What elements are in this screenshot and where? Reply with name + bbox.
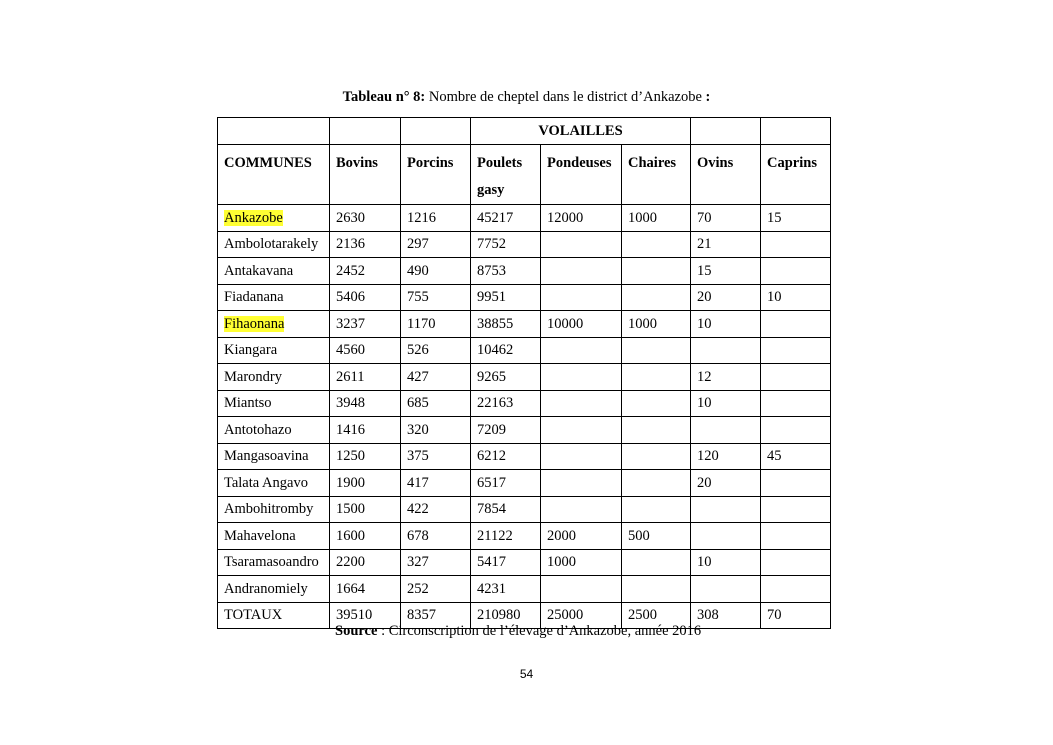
header-chaires: Chaires: [622, 145, 691, 205]
empty-header-cell: [401, 118, 471, 145]
value-cell: 2136: [330, 231, 401, 258]
value-cell: [541, 576, 622, 603]
value-cell: 10: [761, 284, 831, 311]
value-cell: 210980: [471, 602, 541, 629]
empty-header-cell: [761, 118, 831, 145]
value-cell: 21122: [471, 523, 541, 550]
commune-name: Antakavana: [224, 262, 294, 279]
value-cell: 39510: [330, 602, 401, 629]
value-cell: 10000: [541, 311, 622, 338]
value-cell: 45217: [471, 205, 541, 232]
value-cell: 15: [761, 205, 831, 232]
commune-name: Antotohazo: [224, 421, 292, 438]
value-cell: [761, 549, 831, 576]
table-row: [218, 417, 831, 444]
commune-cell: [218, 576, 330, 603]
value-cell: 2000: [541, 523, 622, 550]
commune-cell: [218, 496, 330, 523]
value-cell: 10: [691, 390, 761, 417]
table-row: [218, 549, 831, 576]
value-cell: 45: [761, 443, 831, 470]
commune-name: Ankazobe: [224, 209, 283, 226]
table-row: [218, 523, 831, 550]
value-cell: 8357: [401, 602, 471, 629]
header-bovins: Bovins: [330, 145, 401, 205]
value-cell: 1664: [330, 576, 401, 603]
value-cell: 12: [691, 364, 761, 391]
table-row: [218, 364, 831, 391]
header-pondeuses: Pondeuses: [541, 145, 622, 205]
value-cell: [761, 523, 831, 550]
value-cell: 1000: [541, 549, 622, 576]
value-cell: 417: [401, 470, 471, 497]
value-cell: 1900: [330, 470, 401, 497]
value-cell: 4560: [330, 337, 401, 364]
value-cell: 7752: [471, 231, 541, 258]
value-cell: [622, 337, 691, 364]
value-cell: [622, 364, 691, 391]
table-row: [218, 390, 831, 417]
caption-colon: :: [705, 89, 711, 105]
source-note: [335, 622, 701, 640]
value-cell: 10: [691, 549, 761, 576]
table-row: [218, 470, 831, 497]
value-cell: 7854: [471, 496, 541, 523]
commune-name: Mangasoavina: [224, 448, 309, 465]
value-cell: 685: [401, 390, 471, 417]
commune-cell: [218, 258, 330, 285]
commune-cell: [218, 417, 330, 444]
value-cell: [691, 496, 761, 523]
value-cell: 70: [691, 205, 761, 232]
value-cell: [761, 417, 831, 444]
source-label: Source: [335, 623, 378, 639]
table-row: [218, 205, 831, 232]
value-cell: 6212: [471, 443, 541, 470]
table-row: [218, 576, 831, 603]
value-cell: [761, 470, 831, 497]
value-cell: 297: [401, 231, 471, 258]
value-cell: 308: [691, 602, 761, 629]
table-row: [218, 311, 831, 338]
caption-label: Tableau n° 8:: [342, 89, 426, 105]
value-cell: 38855: [471, 311, 541, 338]
commune-cell: [218, 205, 330, 232]
commune-cell: [218, 311, 330, 338]
value-cell: [761, 364, 831, 391]
value-cell: 1216: [401, 205, 471, 232]
commune-name: Tsaramasoandro: [224, 554, 319, 571]
value-cell: 320: [401, 417, 471, 444]
table-row: [218, 337, 831, 364]
value-cell: [622, 470, 691, 497]
commune-name: Andranomiely: [224, 580, 308, 597]
commune-name: Miantso: [224, 395, 272, 412]
value-cell: 526: [401, 337, 471, 364]
value-cell: 2630: [330, 205, 401, 232]
commune-name: Ambohitromby: [224, 501, 314, 518]
value-cell: 120: [691, 443, 761, 470]
value-cell: [622, 443, 691, 470]
value-cell: [691, 576, 761, 603]
value-cell: [541, 284, 622, 311]
commune-cell: [218, 390, 330, 417]
value-cell: 9265: [471, 364, 541, 391]
value-cell: [541, 231, 622, 258]
header-communes: COMMUNES: [218, 145, 330, 205]
value-cell: 6517: [471, 470, 541, 497]
value-cell: [541, 496, 622, 523]
value-cell: [541, 258, 622, 285]
value-cell: 3948: [330, 390, 401, 417]
value-cell: 70: [761, 602, 831, 629]
value-cell: [761, 496, 831, 523]
value-cell: 3237: [330, 311, 401, 338]
value-cell: 252: [401, 576, 471, 603]
value-cell: 7209: [471, 417, 541, 444]
value-cell: [541, 364, 622, 391]
value-cell: 1500: [330, 496, 401, 523]
table-caption: [0, 88, 1053, 106]
value-cell: 678: [401, 523, 471, 550]
commune-name: Fiadanana: [224, 289, 284, 306]
volailles-group-header: VOLAILLES: [471, 118, 691, 145]
value-cell: 15: [691, 258, 761, 285]
page-number: 54: [519, 667, 534, 681]
value-cell: 2452: [330, 258, 401, 285]
value-cell: [541, 337, 622, 364]
value-cell: 9951: [471, 284, 541, 311]
value-cell: 4231: [471, 576, 541, 603]
empty-header-cell: [218, 118, 330, 145]
commune-name: Ambolotarakely: [224, 236, 319, 253]
table-row: [218, 258, 831, 285]
commune-name: Marondry: [224, 368, 282, 385]
value-cell: [622, 417, 691, 444]
value-cell: 10462: [471, 337, 541, 364]
value-cell: 500: [622, 523, 691, 550]
value-cell: [761, 390, 831, 417]
commune-cell: [218, 284, 330, 311]
value-cell: [691, 417, 761, 444]
value-cell: 327: [401, 549, 471, 576]
column-header-row: [218, 145, 831, 205]
table-row: [218, 443, 831, 470]
value-cell: 755: [401, 284, 471, 311]
value-cell: 1416: [330, 417, 401, 444]
value-cell: 1250: [330, 443, 401, 470]
commune-cell: [218, 231, 330, 258]
commune-name: Mahavelona: [224, 527, 296, 544]
commune-name: TOTAUX: [224, 607, 283, 624]
value-cell: 2500: [622, 602, 691, 629]
empty-header-cell: [691, 118, 761, 145]
value-cell: [541, 417, 622, 444]
value-cell: 5417: [471, 549, 541, 576]
value-cell: 1000: [622, 205, 691, 232]
value-cell: [761, 311, 831, 338]
table-row: [218, 284, 831, 311]
value-cell: [761, 337, 831, 364]
value-cell: [622, 390, 691, 417]
value-cell: [541, 390, 622, 417]
commune-cell: [218, 337, 330, 364]
value-cell: 1000: [622, 311, 691, 338]
commune-cell: [218, 470, 330, 497]
value-cell: [761, 231, 831, 258]
value-cell: 21: [691, 231, 761, 258]
value-cell: [541, 443, 622, 470]
value-cell: [622, 496, 691, 523]
value-cell: [622, 258, 691, 285]
value-cell: [622, 549, 691, 576]
value-cell: 8753: [471, 258, 541, 285]
value-cell: 12000: [541, 205, 622, 232]
value-cell: [691, 523, 761, 550]
source-text: : Circonscription de l’élevage d’Ankazobe, année 2016: [377, 623, 702, 639]
caption-text: Nombre de cheptel dans le district d’Ankazobe: [425, 89, 706, 105]
value-cell: 490: [401, 258, 471, 285]
commune-cell: [218, 602, 330, 629]
header-porcins: Porcins: [401, 145, 471, 205]
header-ovins: Ovins: [691, 145, 761, 205]
value-cell: [541, 470, 622, 497]
value-cell: 20: [691, 284, 761, 311]
cheptel-table: [217, 117, 831, 629]
value-cell: [761, 258, 831, 285]
commune-name: Fihaonana: [224, 315, 285, 332]
commune-cell: [218, 364, 330, 391]
group-header-row: [218, 118, 831, 145]
value-cell: 2200: [330, 549, 401, 576]
value-cell: 22163: [471, 390, 541, 417]
value-cell: [622, 284, 691, 311]
value-cell: 1170: [401, 311, 471, 338]
value-cell: 5406: [330, 284, 401, 311]
value-cell: [691, 337, 761, 364]
commune-cell: [218, 549, 330, 576]
header-caprins: Caprins: [761, 145, 831, 205]
empty-header-cell: [330, 118, 401, 145]
value-cell: [761, 576, 831, 603]
value-cell: [622, 576, 691, 603]
value-cell: [622, 231, 691, 258]
value-cell: 10: [691, 311, 761, 338]
table-row: [218, 496, 831, 523]
value-cell: 375: [401, 443, 471, 470]
value-cell: 20: [691, 470, 761, 497]
header-poulets-gasy: Poulets gasy: [471, 145, 541, 205]
value-cell: 422: [401, 496, 471, 523]
value-cell: 1600: [330, 523, 401, 550]
value-cell: 25000: [541, 602, 622, 629]
commune-cell: [218, 443, 330, 470]
commune-cell: [218, 523, 330, 550]
commune-name: Talata Angavo: [224, 474, 308, 491]
value-cell: 2611: [330, 364, 401, 391]
table-row: [218, 231, 831, 258]
commune-name: Kiangara: [224, 342, 278, 359]
value-cell: 427: [401, 364, 471, 391]
